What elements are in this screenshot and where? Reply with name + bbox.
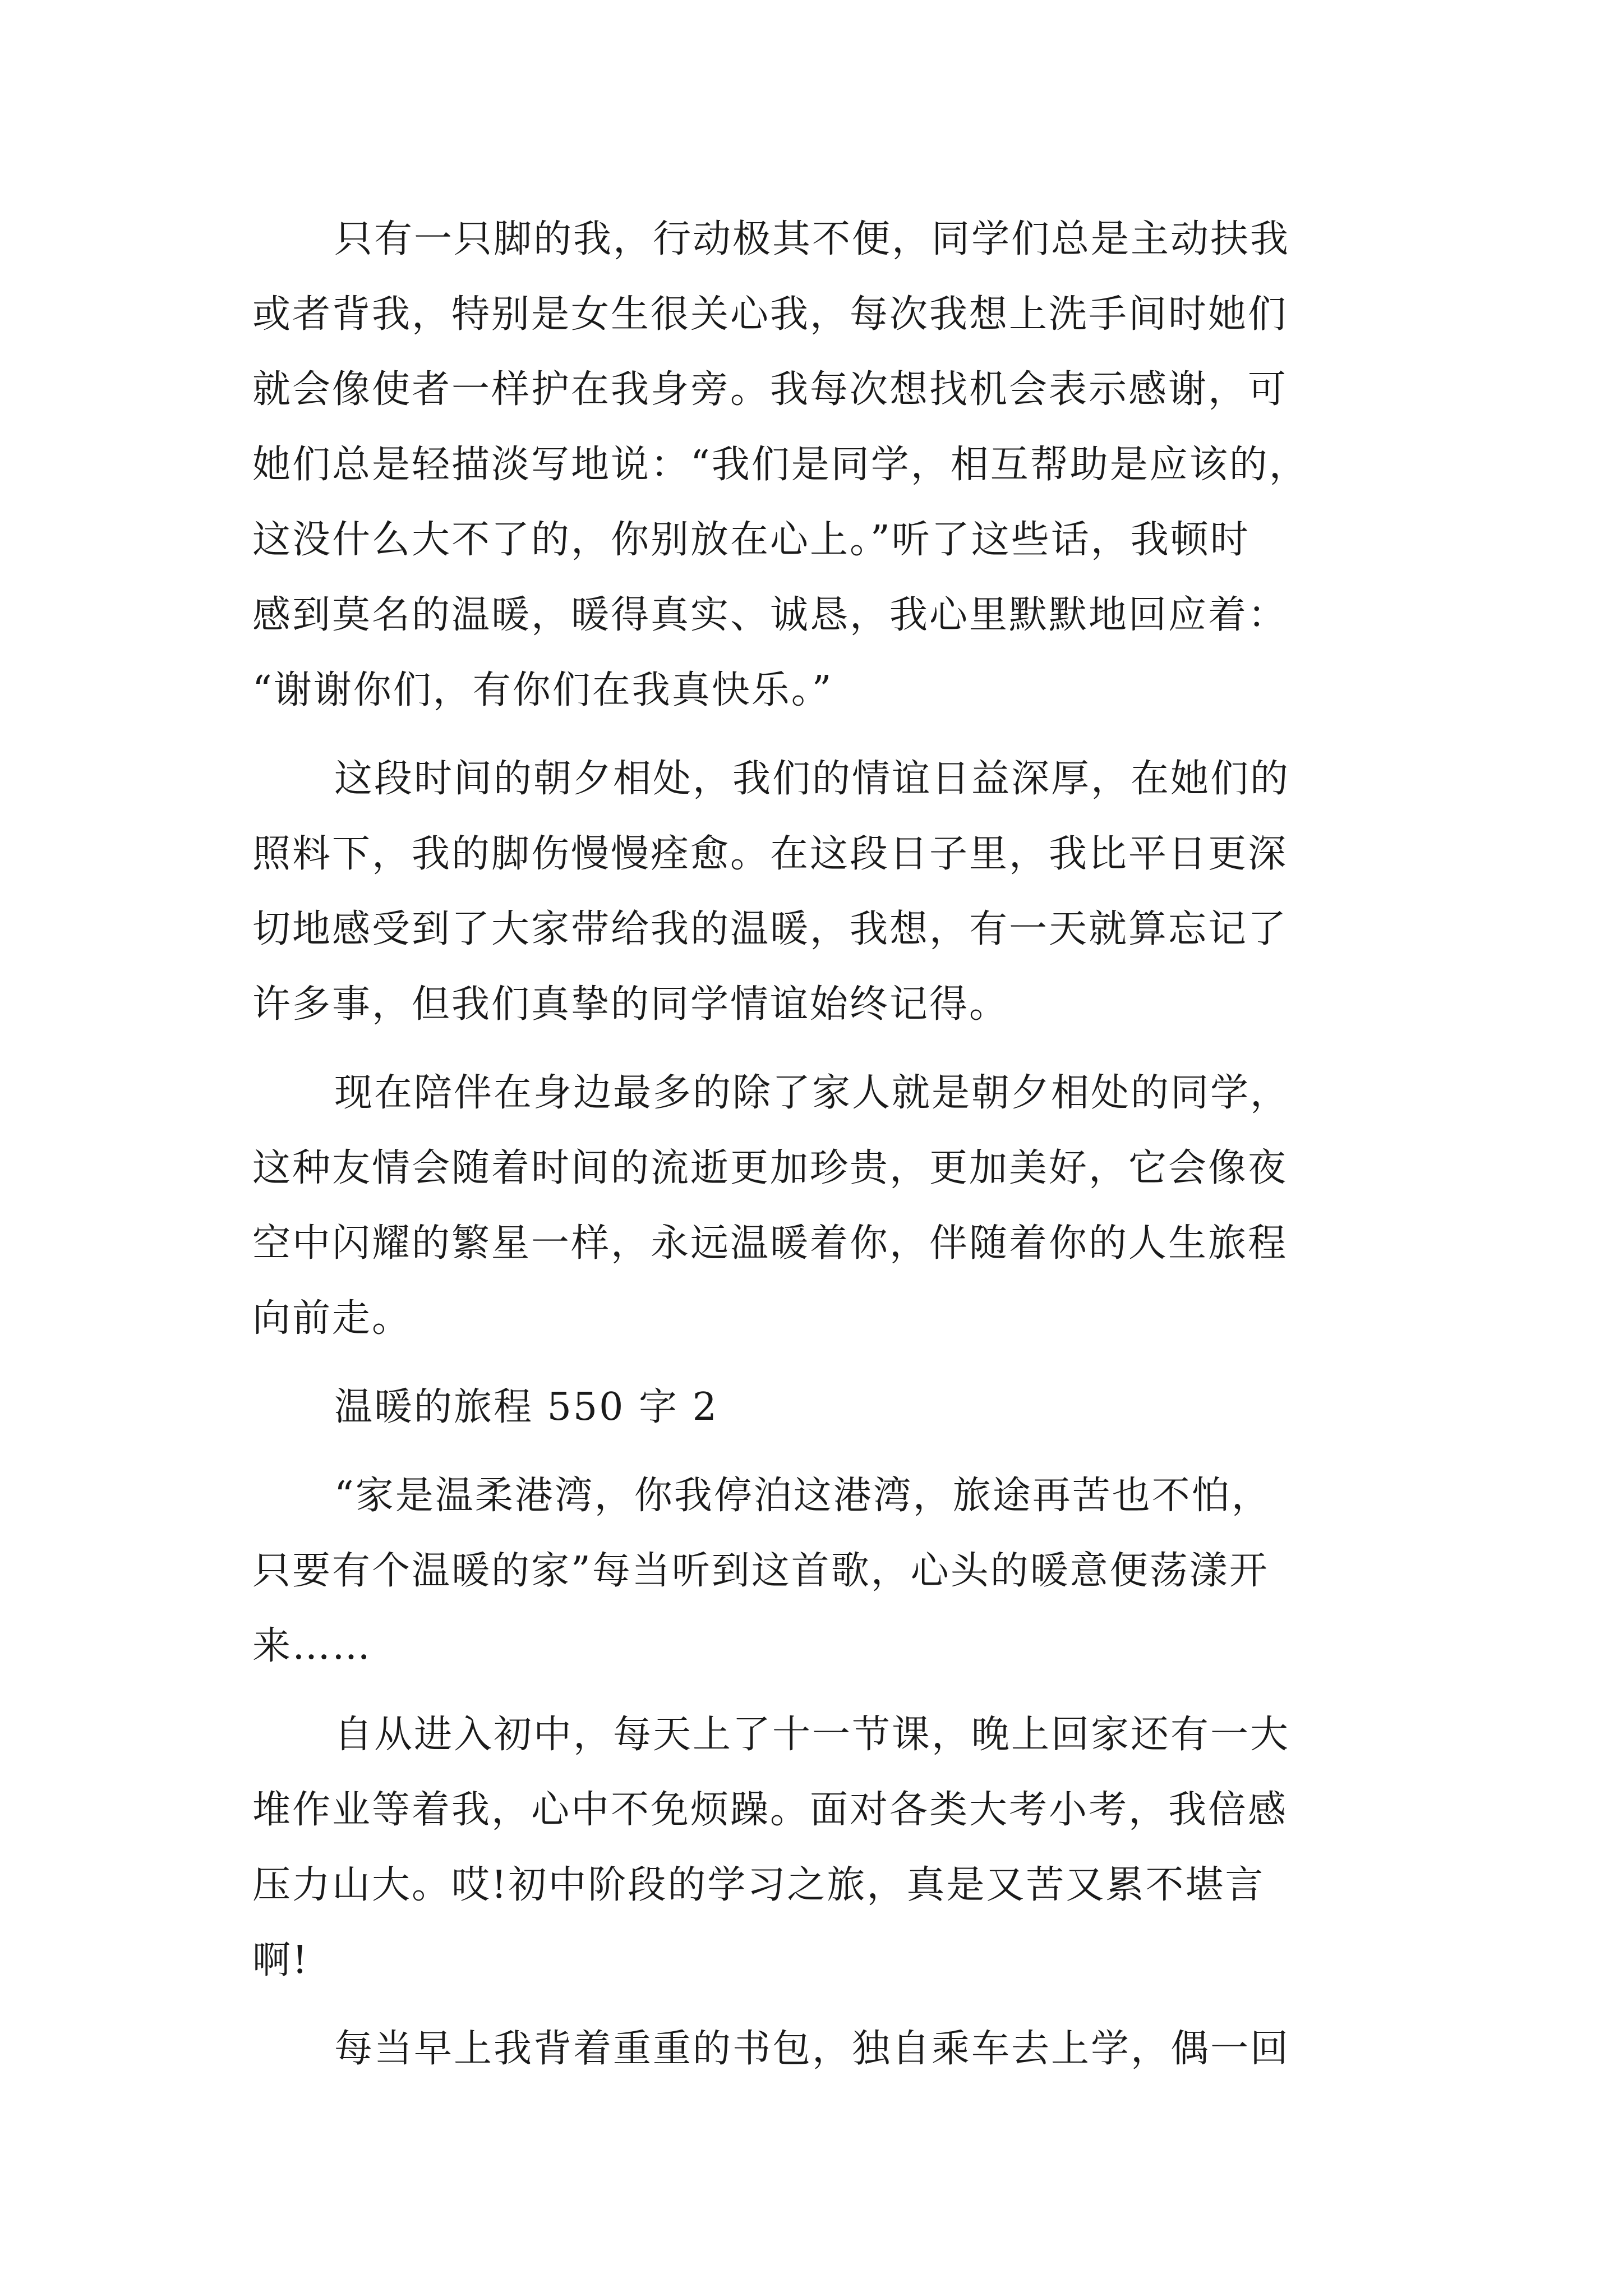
paragraph-line: 照料下，我的脚伤慢慢痊愈。在这段日子里，我比平日更深 (252, 832, 1288, 876)
paragraph-line: 每当早上我背着重重的书包，独自乘车去上学，偶一回 (334, 2027, 1290, 2071)
paragraph-line: 她们总是轻描淡写地说：“我们是同学，相互帮助是应该的， (252, 443, 1309, 487)
paragraph-line: 只有一只脚的我，行动极其不便，同学们总是主动扶我 (334, 217, 1290, 261)
paragraph-line: “家是温柔港湾，你我停泊这港湾，旅途再苦也不怕， (334, 1474, 1271, 1518)
paragraph-line: 来…… (252, 1624, 372, 1668)
paragraph-6 (252, 2012, 1396, 2087)
paragraph-line: 这种友情会随着时间的流逝更加珍贵，更加美好，它会像夜 (252, 1146, 1288, 1190)
paragraph-2 (252, 742, 1396, 1042)
paragraph-spacer (252, 1445, 1396, 1458)
paragraph-5 (252, 1697, 1396, 1998)
paragraph-line: 向前走。 (252, 1296, 412, 1341)
paragraph-line: 自从进入初中，每天上了十一节课，晚上回家还有一大 (334, 1713, 1290, 1757)
paragraph-spacer (252, 1998, 1396, 2012)
paragraph-spacer (252, 1042, 1396, 1056)
paragraph-line: 这没什么大不了的，你别放在心上。”听了这些话，我顿时 (252, 518, 1250, 562)
paragraph-line: 或者背我，特别是女生很关心我，每次我想上洗手间时她们 (252, 292, 1288, 337)
paragraph-line: “谢谢你们，有你们在我真快乐。” (252, 668, 833, 712)
paragraph-line: 啊! (252, 1938, 310, 1982)
paragraph-line: 这段时间的朝夕相处，我们的情谊日益深厚，在她们的 (334, 757, 1290, 801)
paragraph-line: 感到莫名的温暖，暖得真实、诚恳，我心里默默地回应着： (252, 593, 1288, 637)
paragraph-4 (252, 1458, 1396, 1684)
paragraph-line: 堆作业等着我，心中不免烦躁。面对各类大考小考，我倍感 (252, 1788, 1288, 1832)
paragraph-1 (252, 202, 1396, 728)
section-heading (252, 1370, 1396, 1445)
paragraph-line: 压力山大。哎!初中阶段的学习之旅，真是又苦又累不堪言 (252, 1863, 1265, 1907)
paragraph-line: 许多事，但我们真挚的同学情谊始终记得。 (252, 982, 1009, 1027)
paragraph-line: 现在陪伴在身边最多的除了家人就是朝夕相处的同学， (334, 1071, 1290, 1115)
paragraph-line: 空中闪耀的繁星一样，永远温暖着你，伴随着你的人生旅程 (252, 1221, 1288, 1266)
paragraph-3 (252, 1056, 1396, 1356)
paragraph-line: 只要有个温暖的家”每当听到这首歌，心头的暖意便荡漾开 (252, 1549, 1269, 1593)
paragraph-spacer (252, 1356, 1396, 1370)
paragraph-spacer (252, 1684, 1396, 1697)
paragraph-line: 就会像使者一样护在我身旁。我每次想找机会表示感谢，可 (252, 367, 1288, 412)
paragraph-line: 切地感受到了大家带给我的温暖，我想，有一天就算忘记了 (252, 907, 1288, 951)
paragraph-spacer (252, 728, 1396, 742)
section-title: 温暖的旅程 550 字 2 (334, 1385, 718, 1429)
document-body (252, 202, 1396, 2087)
